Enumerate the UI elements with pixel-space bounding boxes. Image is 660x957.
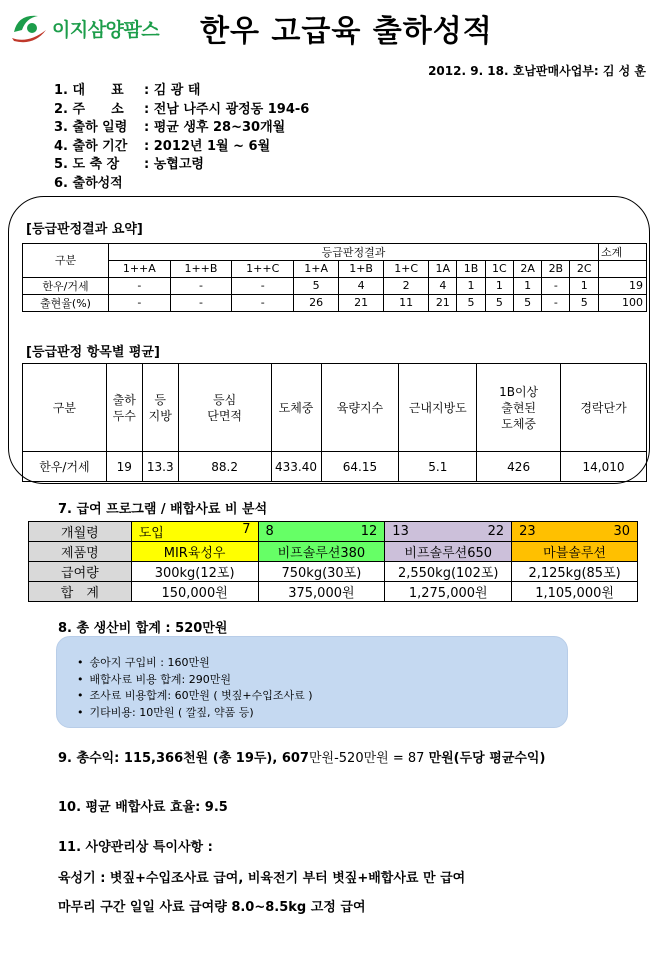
avg-value: 19: [106, 452, 142, 482]
age-period: 8 12: [258, 522, 385, 542]
grade-value: 1: [570, 277, 599, 294]
amount-cell: 2,125kg(85포): [512, 562, 638, 582]
cost-item: • 조사료 비용합계: 60만원 ( 볏짚+수입조사료 ): [77, 688, 567, 705]
grade-header: 1A: [429, 261, 457, 278]
grade-value: 1: [485, 277, 513, 294]
row-label: 한우/거세: [23, 277, 109, 294]
avg-value: 한우/거세: [23, 452, 107, 482]
grade-header: 1+C: [384, 261, 429, 278]
grade-header: 1+A: [294, 261, 339, 278]
notes-line: 육성기 : 볏짚+수입조사료 급여, 비육전기 부터 볏짚+배합사료 만 급여: [58, 871, 466, 886]
product-cell: 비프솔루션380: [258, 542, 385, 562]
avg-value: 13.3: [142, 452, 178, 482]
grade-value: 11: [384, 294, 429, 311]
row-total: 19: [599, 277, 647, 294]
cost-item: • 송아지 구입비 : 160만원: [77, 655, 567, 672]
info-row: 5. 도 축 장 : 농협고령: [54, 157, 204, 173]
grade-header: 2B: [542, 261, 570, 278]
avg-value: 14,010: [561, 452, 647, 482]
grade-value: 5: [294, 277, 339, 294]
age-label: 개월령: [29, 522, 132, 542]
group-header: 등급판정결과: [109, 244, 599, 261]
grade-header: 1B: [457, 261, 485, 278]
grade-value: 1: [514, 277, 542, 294]
grade-value: 5: [570, 294, 599, 311]
avg-header: 도체중: [271, 364, 321, 452]
grade-value: 2: [384, 277, 429, 294]
grade-header: 1C: [485, 261, 513, 278]
info-row: 1. 대 표 : 김 광 태: [54, 83, 201, 98]
grade-value: -: [232, 277, 294, 294]
age-period: 도입 7: [131, 522, 258, 542]
grade-summary-title: [등급판정결과 요약]: [26, 222, 143, 237]
avg-header: 등심 단면적: [178, 364, 271, 452]
grade-header: 1++B: [170, 261, 232, 278]
sum-cell: 1,275,000원: [385, 582, 512, 602]
grade-value: -: [232, 294, 294, 311]
product-label: 제품명: [29, 542, 132, 562]
cost-item: • 배합사료 비용 합계: 290만원: [77, 672, 567, 689]
grade-header: 2C: [570, 261, 599, 278]
avg-value: 433.40: [271, 452, 321, 482]
total-header: 소계: [599, 244, 647, 261]
grade-value: -: [109, 294, 171, 311]
grade-header: 2A: [514, 261, 542, 278]
amount-cell: 750kg(30포): [258, 562, 385, 582]
grade-value: 5: [457, 294, 485, 311]
sum-label: 합 계: [29, 582, 132, 602]
col-label: 구분: [23, 244, 109, 278]
grade-summary-table: [22, 243, 647, 312]
feed-program-table: [28, 521, 638, 602]
revenue-line: 9. 총수익: 115,366천원 (총 19두), 607만원-520만원 = 87 만원(두당 평균수익): [58, 751, 546, 766]
grade-header: 1+B: [339, 261, 384, 278]
feed-program-title: 7. 급여 프로그램 / 배합사료 비 분석: [58, 502, 268, 517]
avg-value: 5.1: [399, 452, 477, 482]
avg-value: 64.15: [321, 452, 399, 482]
avg-value: 426: [477, 452, 561, 482]
product-cell: MIR육성우: [131, 542, 258, 562]
grade-value: 1: [457, 277, 485, 294]
notes-line: 마무리 구간 일일 사료 급여량 8.0~8.5kg 고정 급여: [58, 900, 366, 915]
info-row: 4. 출하 기간 : 2012년 1월 ~ 6월: [54, 138, 271, 154]
avg-header: 출하 두수: [106, 364, 142, 452]
age-period: 23 30: [512, 522, 638, 542]
grade-value: 21: [339, 294, 384, 311]
grade-value: 5: [514, 294, 542, 311]
avg-header: 등 지방: [142, 364, 178, 452]
sum-cell: 1,105,000원: [512, 582, 638, 602]
logo-text: 이지삼양팜스: [52, 18, 160, 41]
row-total: 100: [599, 294, 647, 311]
grade-value: -: [170, 277, 232, 294]
product-cell: 비프솔루션650: [385, 542, 512, 562]
amount-label: 급여량: [29, 562, 132, 582]
feed-efficiency-line: 10. 평균 배합사료 효율: 9.5: [58, 800, 228, 815]
grade-value: 21: [429, 294, 457, 311]
info-row: 3. 출하 일령 : 평균 생후 28~30개월: [54, 120, 286, 136]
grade-header: 1++C: [232, 261, 294, 278]
notes-title: 11. 사양관리상 특이사항 :: [58, 840, 213, 855]
total-header-blank: [599, 261, 647, 278]
grade-value: 5: [485, 294, 513, 311]
sum-cell: 150,000원: [131, 582, 258, 602]
cost-item: • 기타비용: 10만원 ( 깔짚, 약품 등): [77, 705, 567, 722]
farm-info-list: [54, 82, 309, 194]
info-row: 6. 출하성적: [54, 175, 123, 191]
cost-breakdown-box: [56, 636, 568, 728]
avg-header: 육량지수: [321, 364, 399, 452]
amount-cell: 300kg(12포): [131, 562, 258, 582]
grade-value: 4: [429, 277, 457, 294]
page-title: 한우 고급육 출하성적: [200, 14, 493, 49]
grade-value: -: [109, 277, 171, 294]
grade-value: -: [542, 277, 570, 294]
amount-cell: 2,550kg(102포): [385, 562, 512, 582]
grade-value: -: [170, 294, 232, 311]
sum-cell: 375,000원: [258, 582, 385, 602]
grade-value: 4: [339, 277, 384, 294]
age-period: 13 22: [385, 522, 512, 542]
total-cost-title: 8. 총 생산비 합계 : 520만원: [58, 621, 228, 636]
avg-value: 88.2: [178, 452, 271, 482]
grade-value: -: [542, 294, 570, 311]
company-logo: [8, 8, 159, 48]
product-cell: 마블솔루션: [512, 542, 638, 562]
date-author-line: 2012. 9. 18. 호남판매사업부: 김 성 훈: [428, 64, 646, 78]
avg-header: 1B이상 출현된 도체중: [477, 364, 561, 452]
avg-header: 구분: [23, 364, 107, 452]
ezi-logo-icon: [8, 8, 50, 48]
grade-avg-title: [등급판정 항목별 평균]: [26, 345, 160, 360]
info-row: 2. 주 소 : 전남 나주시 광정동 194-6: [54, 101, 310, 117]
grade-avg-table: [22, 363, 647, 482]
grade-header: 1++A: [109, 261, 171, 278]
avg-header: 근내지방도: [399, 364, 477, 452]
row-label: 출현율(%): [23, 294, 109, 311]
grade-value: 26: [294, 294, 339, 311]
avg-header: 경락단가: [561, 364, 647, 452]
